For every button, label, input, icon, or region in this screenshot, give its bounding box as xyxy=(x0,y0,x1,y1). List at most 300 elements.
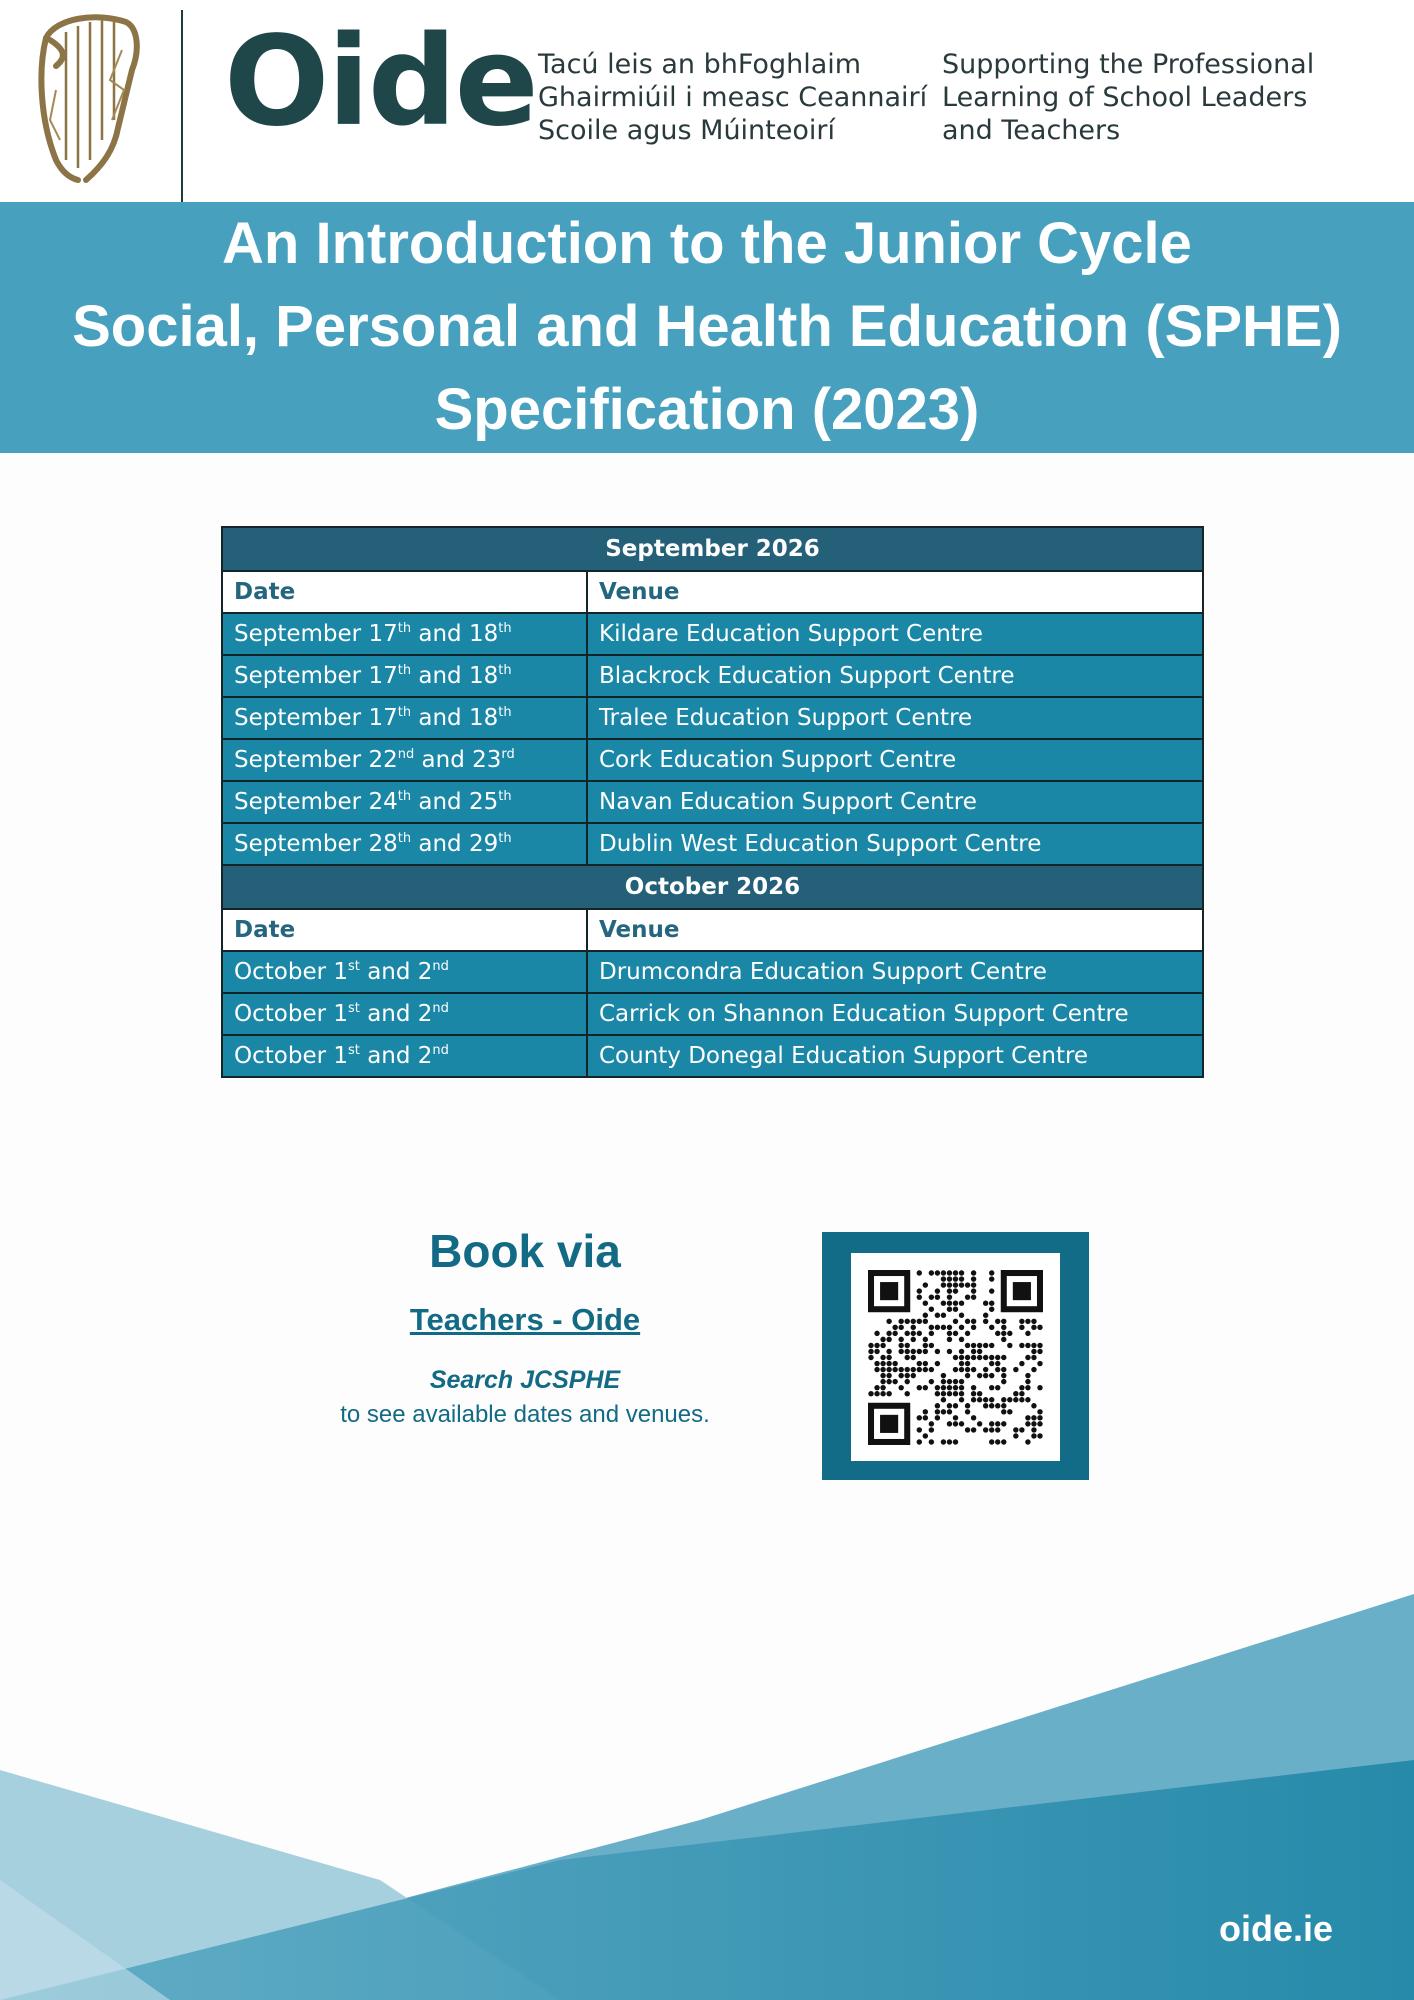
qr-module xyxy=(935,1288,940,1293)
qr-module xyxy=(971,1349,976,1354)
tagline-irish xyxy=(538,48,927,147)
qr-module xyxy=(947,1439,952,1444)
qr-module xyxy=(886,1379,891,1384)
date-conjunction: and xyxy=(418,621,462,647)
footer-url[interactable]: oide.ie xyxy=(1218,1908,1333,1949)
qr-module xyxy=(971,1385,976,1390)
teachers-oide-link[interactable]: Teachers - Oide xyxy=(409,1302,641,1337)
qr-module xyxy=(929,1439,934,1444)
qr-module xyxy=(886,1355,891,1360)
qr-module xyxy=(1007,1409,1012,1414)
qr-module xyxy=(1037,1325,1042,1330)
tagline-english xyxy=(942,48,1314,147)
qr-module xyxy=(1025,1319,1030,1324)
qr-module xyxy=(874,1361,879,1366)
qr-module xyxy=(983,1403,988,1408)
qr-module xyxy=(1001,1367,1006,1372)
qr-module xyxy=(935,1325,940,1330)
qr-module xyxy=(989,1288,994,1293)
decorative-shapes xyxy=(0,1580,1414,2000)
qr-module xyxy=(959,1385,964,1390)
date-conjunction: and xyxy=(367,1043,411,1069)
qr-module xyxy=(923,1385,928,1390)
qr-module xyxy=(983,1343,988,1348)
booking-section xyxy=(300,1222,750,1429)
table-row xyxy=(222,697,1203,739)
qr-module xyxy=(953,1439,958,1444)
qr-module xyxy=(905,1379,910,1384)
qr-module xyxy=(983,1313,988,1318)
qr-module xyxy=(959,1397,964,1402)
date-cell xyxy=(222,1035,587,1077)
table-row xyxy=(222,993,1203,1035)
date-start-day: 17 xyxy=(368,663,398,689)
qr-module xyxy=(1001,1421,1006,1426)
qr-module xyxy=(905,1355,910,1360)
venue-column-header: Venue xyxy=(587,909,1203,951)
qr-module xyxy=(917,1294,922,1299)
qr-module xyxy=(947,1294,952,1299)
brand-logo: Oide xyxy=(224,10,537,154)
page-title-line: Social, Personal and Health Education (SPHE) xyxy=(72,294,1342,359)
qr-module xyxy=(898,1373,903,1378)
qr-module xyxy=(1037,1343,1042,1348)
qr-module xyxy=(929,1421,934,1426)
qr-module xyxy=(989,1343,994,1348)
qr-module xyxy=(923,1433,928,1438)
qr-module xyxy=(947,1300,952,1305)
table-row xyxy=(222,823,1203,865)
date-month: October xyxy=(234,1043,327,1069)
qr-module xyxy=(1007,1397,1012,1402)
qr-module xyxy=(905,1343,910,1348)
venue-cell: Drumcondra Education Support Centre xyxy=(587,951,1203,993)
qr-module xyxy=(965,1355,970,1360)
qr-module xyxy=(905,1367,910,1372)
qr-module xyxy=(953,1415,958,1420)
month-header: September 2026 xyxy=(222,527,1203,571)
qr-module xyxy=(1019,1343,1024,1348)
qr-module xyxy=(911,1319,916,1324)
qr-module xyxy=(886,1373,891,1378)
title-banner xyxy=(0,202,1414,453)
qr-module xyxy=(965,1361,970,1366)
qr-module xyxy=(989,1397,994,1402)
qr-module xyxy=(1025,1331,1030,1336)
date-end-day: 2 xyxy=(417,959,433,985)
harp-icon xyxy=(26,10,144,186)
date-month: September xyxy=(234,705,362,731)
qr-module xyxy=(995,1385,1000,1390)
tagline-english-line: Learning of School Leaders xyxy=(942,82,1308,113)
qr-module xyxy=(935,1403,940,1408)
qr-module xyxy=(953,1270,958,1275)
qr-module xyxy=(959,1325,964,1330)
qr-module xyxy=(917,1415,922,1420)
qr-module xyxy=(959,1391,964,1396)
date-month: September xyxy=(234,663,362,689)
date-end-day: 29 xyxy=(468,831,499,857)
qr-module xyxy=(953,1391,958,1396)
qr-module xyxy=(917,1331,922,1336)
qr-module xyxy=(989,1427,994,1432)
date-month: September xyxy=(234,831,362,857)
qr-module xyxy=(935,1270,940,1275)
date-end-day: 2 xyxy=(417,1043,433,1069)
qr-module xyxy=(880,1373,885,1378)
qr-module xyxy=(1001,1379,1006,1384)
table-row xyxy=(222,739,1203,781)
qr-module xyxy=(1025,1421,1030,1426)
qr-module xyxy=(923,1409,928,1414)
qr-module xyxy=(874,1331,879,1336)
qr-module xyxy=(886,1331,891,1336)
qr-module xyxy=(965,1403,970,1408)
qr-module xyxy=(971,1397,976,1402)
qr-module xyxy=(971,1427,976,1432)
date-month: September xyxy=(234,747,362,773)
month-header-row xyxy=(222,865,1203,909)
qr-module xyxy=(1031,1355,1036,1360)
qr-module xyxy=(953,1319,958,1324)
qr-module xyxy=(1037,1409,1042,1414)
qr-module xyxy=(1013,1433,1018,1438)
table-row xyxy=(222,951,1203,993)
qr-module xyxy=(1025,1379,1030,1384)
qr-module xyxy=(1031,1319,1036,1324)
date-end-day: 2 xyxy=(417,1001,433,1027)
qr-module xyxy=(874,1367,879,1372)
qr-module xyxy=(965,1282,970,1287)
qr-module xyxy=(965,1343,970,1348)
month-header-row xyxy=(222,527,1203,571)
date-month: September xyxy=(234,789,362,815)
date-month: October xyxy=(234,1001,327,1027)
qr-module xyxy=(892,1379,897,1384)
qr-module xyxy=(983,1300,988,1305)
qr-module xyxy=(941,1379,946,1384)
qr-module xyxy=(911,1367,916,1372)
qr-module xyxy=(917,1427,922,1432)
venue-cell: Dublin West Education Support Centre xyxy=(587,823,1203,865)
venue-cell: Tralee Education Support Centre xyxy=(587,697,1203,739)
qr-module xyxy=(971,1391,976,1396)
qr-module xyxy=(947,1379,952,1384)
qr-module xyxy=(880,1367,885,1372)
qr-module xyxy=(953,1300,958,1305)
qr-module xyxy=(917,1319,922,1324)
qr-module xyxy=(892,1367,897,1372)
qr-module xyxy=(880,1391,885,1396)
date-start-day: 17 xyxy=(368,705,398,731)
date-start-day: 22 xyxy=(368,747,398,773)
date-cell xyxy=(222,739,587,781)
qr-module xyxy=(947,1409,952,1414)
qr-module xyxy=(911,1337,916,1342)
qr-module xyxy=(892,1331,897,1336)
venue-column-header: Venue xyxy=(587,571,1203,613)
qr-module xyxy=(911,1325,916,1330)
qr-module xyxy=(1019,1385,1024,1390)
qr-module xyxy=(971,1288,976,1293)
date-start-day: 28 xyxy=(368,831,398,857)
qr-module xyxy=(941,1409,946,1414)
qr-module xyxy=(874,1349,879,1354)
qr-module xyxy=(941,1300,946,1305)
page-title-line: Specification (2023) xyxy=(434,377,980,442)
qr-module xyxy=(880,1379,885,1384)
date-column-header: Date xyxy=(222,909,587,951)
qr-module xyxy=(1013,1391,1018,1396)
qr-module xyxy=(959,1270,964,1275)
tagline-irish-line: Tacú leis an bhFoghlaim xyxy=(538,49,862,80)
qr-module xyxy=(874,1343,879,1348)
qr-module xyxy=(977,1397,982,1402)
date-start-suffix: th xyxy=(397,705,412,720)
qr-module xyxy=(874,1385,879,1390)
qr-module xyxy=(965,1294,970,1299)
qr-module xyxy=(1025,1397,1030,1402)
qr-module xyxy=(959,1421,964,1426)
qr-module xyxy=(917,1439,922,1444)
qr-module xyxy=(953,1307,958,1312)
qr-module xyxy=(971,1343,976,1348)
qr-module xyxy=(971,1367,976,1372)
qr-module xyxy=(911,1355,916,1360)
qr-module xyxy=(983,1427,988,1432)
qr-module xyxy=(995,1427,1000,1432)
date-conjunction: and xyxy=(418,663,462,689)
qr-module xyxy=(1037,1385,1042,1390)
qr-module xyxy=(1013,1397,1018,1402)
date-start-suffix: th xyxy=(397,621,412,636)
qr-module xyxy=(983,1397,988,1402)
qr-module xyxy=(935,1385,940,1390)
date-start-suffix: th xyxy=(397,831,412,846)
qr-module xyxy=(1013,1367,1018,1372)
qr-module xyxy=(947,1276,952,1281)
qr-module xyxy=(886,1367,891,1372)
qr-module xyxy=(959,1361,964,1366)
qr-frame xyxy=(822,1232,1089,1480)
qr-module xyxy=(983,1355,988,1360)
qr-module xyxy=(941,1282,946,1287)
qr-module xyxy=(886,1391,891,1396)
qr-module xyxy=(989,1307,994,1312)
qr-module xyxy=(1013,1427,1018,1432)
qr-module xyxy=(898,1319,903,1324)
date-end-suffix: th xyxy=(498,663,512,678)
qr-module xyxy=(947,1282,952,1287)
qr-module xyxy=(886,1319,891,1324)
qr-module xyxy=(947,1307,952,1312)
qr-module xyxy=(989,1355,994,1360)
qr-module xyxy=(965,1427,970,1432)
qr-module xyxy=(1025,1373,1030,1378)
venue-cell: Cork Education Support Centre xyxy=(587,739,1203,781)
qr-module xyxy=(947,1385,952,1390)
qr-module xyxy=(868,1355,873,1360)
date-start-suffix: th xyxy=(397,663,412,678)
date-start-day: 1 xyxy=(333,959,348,985)
qr-module xyxy=(995,1361,1000,1366)
booking-title: Book via xyxy=(429,1225,621,1277)
qr-module xyxy=(929,1367,934,1372)
column-header-row xyxy=(222,909,1203,951)
qr-module xyxy=(935,1391,940,1396)
qr-module xyxy=(935,1415,940,1420)
qr-module xyxy=(1031,1403,1036,1408)
date-start-suffix: st xyxy=(348,1043,360,1058)
qr-module xyxy=(995,1403,1000,1408)
qr-module xyxy=(868,1349,873,1354)
qr-module xyxy=(1031,1433,1036,1438)
qr-module xyxy=(1001,1325,1006,1330)
qr-module xyxy=(1001,1397,1006,1402)
tagline-english-line: Supporting the Professional xyxy=(942,49,1315,80)
qr-module xyxy=(983,1373,988,1378)
table-row xyxy=(222,655,1203,697)
date-end-suffix: th xyxy=(498,621,512,636)
qr-module xyxy=(929,1294,934,1299)
qr-module xyxy=(935,1313,940,1318)
qr-module xyxy=(941,1325,946,1330)
qr-module xyxy=(1019,1427,1024,1432)
qr-module xyxy=(1019,1391,1024,1396)
qr-module xyxy=(953,1288,958,1293)
qr-module xyxy=(892,1361,897,1366)
date-conjunction: and xyxy=(418,831,462,857)
date-end-suffix: nd xyxy=(432,1001,449,1016)
date-start-day: 1 xyxy=(333,1001,348,1027)
qr-module xyxy=(929,1343,934,1348)
date-conjunction: and xyxy=(367,1001,411,1027)
date-end-day: 25 xyxy=(468,789,499,815)
date-conjunction: and xyxy=(418,705,462,731)
qr-background xyxy=(851,1253,1060,1461)
venue-cell: Blackrock Education Support Centre xyxy=(587,655,1203,697)
qr-module xyxy=(868,1391,873,1396)
qr-module xyxy=(953,1331,958,1336)
qr-module xyxy=(923,1415,928,1420)
qr-module xyxy=(989,1300,994,1305)
qr-module xyxy=(953,1403,958,1408)
qr-module xyxy=(1019,1397,1024,1402)
date-cell xyxy=(222,993,587,1035)
tagline-irish-line: Ghairmiúil i measc Ceannairí xyxy=(538,82,928,113)
qr-module xyxy=(1019,1325,1024,1330)
qr-module xyxy=(941,1276,946,1281)
qr-module xyxy=(989,1373,994,1378)
qr-module xyxy=(929,1331,934,1336)
qr-module xyxy=(971,1319,976,1324)
qr-module xyxy=(905,1373,910,1378)
tagline-irish-line: Scoile agus Múinteoirí xyxy=(538,115,835,146)
date-month: September xyxy=(234,621,362,647)
qr-module xyxy=(977,1421,982,1426)
qr-module xyxy=(953,1355,958,1360)
qr-module xyxy=(923,1349,928,1354)
qr-module xyxy=(886,1349,891,1354)
venue-cell: Kildare Education Support Centre xyxy=(587,613,1203,655)
qr-module xyxy=(1037,1415,1042,1420)
qr-module xyxy=(995,1439,1000,1444)
qr-module xyxy=(959,1313,964,1318)
qr-module xyxy=(947,1403,952,1408)
date-cell xyxy=(222,951,587,993)
qr-module xyxy=(977,1343,982,1348)
qr-module xyxy=(971,1325,976,1330)
table-row xyxy=(222,781,1203,823)
qr-module xyxy=(941,1373,946,1378)
qr-module xyxy=(905,1391,910,1396)
qr-module xyxy=(989,1325,994,1330)
qr-module xyxy=(880,1355,885,1360)
qr-module xyxy=(935,1361,940,1366)
qr-module xyxy=(965,1373,970,1378)
qr-module xyxy=(898,1385,903,1390)
qr-module xyxy=(977,1355,982,1360)
qr-module xyxy=(953,1385,958,1390)
qr-module xyxy=(947,1325,952,1330)
qr-module xyxy=(898,1343,903,1348)
qr-module xyxy=(953,1421,958,1426)
qr-module xyxy=(935,1349,940,1354)
qr-module xyxy=(989,1270,994,1275)
qr-module xyxy=(929,1325,934,1330)
qr-module xyxy=(923,1361,928,1366)
qr-module xyxy=(1001,1331,1006,1336)
qr-module xyxy=(1025,1355,1030,1360)
qr-module xyxy=(947,1421,952,1426)
qr-module xyxy=(923,1319,928,1324)
qr-code-icon[interactable] xyxy=(868,1270,1043,1445)
qr-module xyxy=(941,1391,946,1396)
qr-module xyxy=(989,1385,994,1390)
qr-module xyxy=(995,1355,1000,1360)
qr-module xyxy=(995,1367,1000,1372)
qr-module xyxy=(886,1337,891,1342)
tagline-english-line: and Teachers xyxy=(942,115,1121,146)
qr-module xyxy=(1025,1385,1030,1390)
qr-module xyxy=(923,1367,928,1372)
qr-module xyxy=(965,1367,970,1372)
qr-module xyxy=(880,1343,885,1348)
qr-module xyxy=(1025,1343,1030,1348)
venue-cell: Carrick on Shannon Education Support Centre xyxy=(587,993,1203,1035)
qr-module xyxy=(1019,1319,1024,1324)
page-header xyxy=(0,0,1414,202)
qr-module xyxy=(905,1331,910,1336)
qr-module xyxy=(923,1282,928,1287)
qr-module xyxy=(917,1288,922,1293)
qr-module xyxy=(959,1355,964,1360)
qr-finder-center xyxy=(880,1415,898,1433)
qr-module xyxy=(1007,1331,1012,1336)
date-end-suffix: rd xyxy=(501,747,515,762)
qr-module xyxy=(971,1415,976,1420)
qr-module xyxy=(995,1319,1000,1324)
qr-module xyxy=(880,1385,885,1390)
date-conjunction: and xyxy=(418,789,462,815)
date-month: October xyxy=(234,959,327,985)
date-conjunction: and xyxy=(367,959,411,985)
qr-module xyxy=(1019,1361,1024,1366)
qr-module xyxy=(1001,1337,1006,1342)
table-row xyxy=(222,1035,1203,1077)
qr-module xyxy=(947,1391,952,1396)
date-end-suffix: th xyxy=(498,831,512,846)
